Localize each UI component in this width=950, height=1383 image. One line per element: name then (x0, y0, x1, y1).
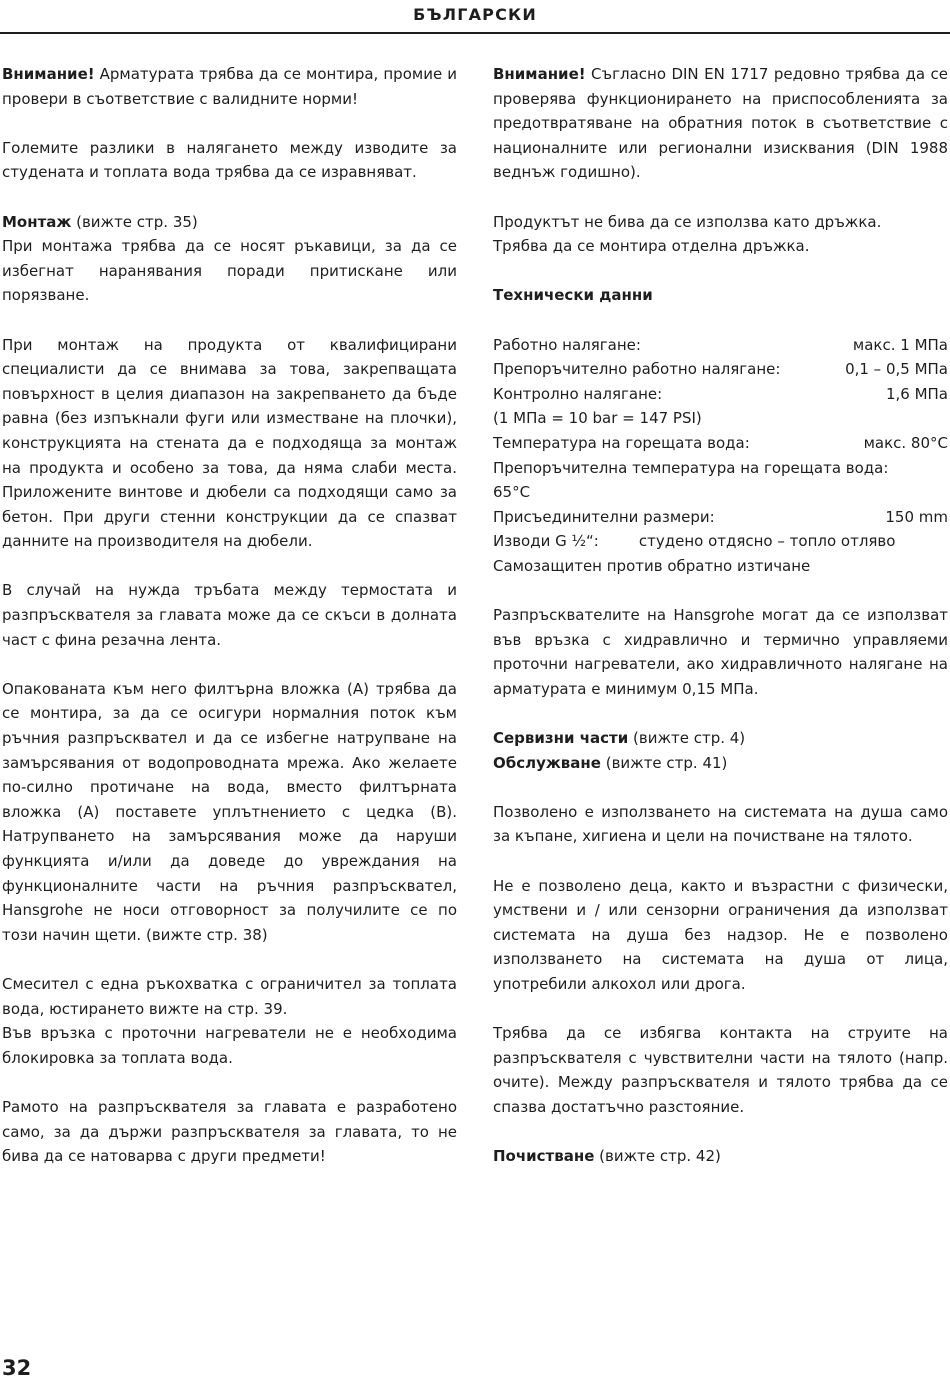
din-warning-label: Внимание! (493, 65, 586, 83)
page-header (0, 0, 950, 34)
mixer-line-2: Във връзка с проточни нагреватели не е необходима блокировка за топлата вода. (2, 1024, 457, 1067)
maintenance-label: Обслужване (493, 753, 601, 772)
tech-row-recommended-pressure (493, 357, 948, 382)
page-number: 32 (2, 1356, 32, 1380)
tech-recommended-temp-label: Препоръчителна температура на горещата вода: (493, 458, 889, 477)
mounting-section (2, 210, 457, 308)
tech-heading-paragraph (493, 283, 948, 308)
contact-paragraph: Трябва да се избягва контакта на струите на разпръсквателя с чувствителни части на тялото (напр. очите). Между разпръсквателя и тялото трябва да се спазва достатъчно разстояние. (493, 1024, 948, 1116)
tech-row-hot-water-temp (493, 431, 948, 456)
tech-label: Контролно налягане: (493, 384, 663, 403)
tech-row-outlets (493, 529, 948, 554)
tech-value: макс. 1 МПа (852, 335, 948, 354)
maintenance-line (493, 751, 948, 776)
maintenance-ref: (вижте стр. 41) (600, 753, 728, 772)
tech-data-block (493, 333, 948, 579)
tech-row-test-pressure (493, 382, 948, 407)
tech-self-protected: Самозащитен против обратно изтичане (493, 556, 811, 575)
pipe-paragraph: В случай на нужда тръбата между термостата и разпръсквателя за главата може да се скъси в долната част с фина резачна лента. (2, 581, 457, 649)
install-paragraph: При монтаж на продукта от квалифицирани специалисти да се внимава за това, закрепващата повърхност в целия диапазон на закрепването да бъде равна (без изпъкнали фуги или изместване на плочки), конструкцията на стената да е подходяща за монтаж на продукта и особено за това, да няма слаби места. Приложените винтове и дюбели са подходящи само за бетон. При други стенни конструкции да се спазват данните на производителя на дюбели. (2, 335, 457, 551)
tech-row-connection (493, 505, 948, 530)
mounting-text: При монтажа трябва да се носят ръкавици, за да се избегнат наранявания поради притискане или порязване. (2, 237, 457, 305)
tech-heading: Технически данни (493, 286, 653, 305)
pressure-note: Големите разлики в налягането между изводите за студената и топлата вода трябва да се изравняват. (2, 138, 457, 182)
mounting-ref: (вижте стр. 35) (71, 212, 198, 231)
cleaning-label: Почистване (493, 1147, 595, 1166)
cleaning-ref: (вижте стр. 42) (594, 1147, 721, 1166)
tech-value: 1,6 МПа (885, 384, 948, 403)
arm-paragraph: Рамото на разпръсквателя за главата е разработено само, за да държи разпръсквателя за главата, то не бива да се натоварва с други предмети! (2, 1097, 457, 1166)
language-title: БЪЛГАРСКИ (413, 5, 537, 24)
mixer-line-1: Смесител с една ръкохватка с ограничител за топлата вода, юстирането вижте на стр. 39. (2, 974, 457, 1018)
tech-recommended-temp-value: 65°C (493, 483, 531, 502)
right-column (493, 62, 948, 1169)
tech-label: Температура на горещата вода: (493, 433, 750, 452)
mixer-paragraph (2, 972, 457, 1070)
spare-parts-ref: (вижте стр. 4) (628, 729, 746, 748)
tech-label: Присъединителни размери: (493, 507, 715, 526)
left-column (2, 62, 457, 1169)
restriction-paragraph: Не е позволено деца, както и възрастни с физически, умствени и / или сензорни ограничения да използват системата на душа без надзор. Не е позволено използването на системата на душа от лица, употребили алкохол или дрога. (493, 876, 948, 993)
din-warning-text: Съгласно DIN EN 1717 редовно трябва да се проверява функционирането на приспособленията за предотвратяване на обратния поток в съответствие с националните или регионални изисквания (DIN 1988 веднъж годишно). (493, 65, 948, 182)
handle-note-line-1: Продуктът не бива да се използва като дръжка. (493, 212, 882, 231)
din-warning-paragraph (493, 62, 948, 185)
warning-paragraph (2, 62, 457, 111)
heaters-paragraph: Разпръсквателите на Hansgrohe могат да се използват във връзка с хидравлично и термично управляеми проточни нагреватели, ако хидравличното налягане на арматурата е минимум 0,15 МПа. (493, 606, 948, 698)
service-section (493, 726, 948, 775)
spare-parts-line (493, 726, 948, 751)
tech-value: 0,1 – 0,5 МПа (845, 360, 948, 379)
spare-parts-label: Сервизни части (493, 729, 629, 748)
filter-paragraph: Опакованата към него филтърна вложка (А) трябва да се монтира, за да се осигури нормалния поток към ръчния разпръсквател и да се избегне натрупване на замърсявания от водопроводната мрежа. Ако желаете по-силно протичане на вода, вместо филтърната вложка (А) поставете уплътнението с цедка (В). Натрупването на замърсявания може да наруши функцията и/или да доведе до увреждания на функционалните части на ръчния разпръсквател, Hansgrohe не носи отговорност за получилите се по този начин щети. (вижте стр. 38) (2, 679, 457, 944)
warning-text: Арматурата трябва да се монтира, промие и провери в съответствие с валидните норми! (2, 65, 457, 108)
mounting-heading: Монтаж (2, 212, 72, 231)
tech-value: 150 mm (885, 507, 948, 526)
cleaning-section (493, 1144, 948, 1169)
usage-paragraph: Позволено е използването на системата на душа само за къпане, хигиена и цели на почистване на тялото. (493, 802, 948, 846)
handle-note (493, 210, 948, 259)
tech-value: макс. 80°C (863, 433, 948, 452)
tech-conversion: (1 МПа = 10 bar = 147 PSI) (493, 409, 702, 428)
tech-label: Изводи G ½“: (493, 532, 599, 551)
tech-value: студено отдясно – топло отляво (638, 532, 896, 551)
tech-label: Работно налягане: (493, 335, 641, 354)
warning-label: Внимание! (2, 65, 95, 83)
tech-row-operating-pressure (493, 333, 948, 358)
tech-label: Препоръчително работно налягане: (493, 360, 781, 379)
handle-note-line-2: Трябва да се монтира отделна дръжка. (493, 237, 810, 256)
